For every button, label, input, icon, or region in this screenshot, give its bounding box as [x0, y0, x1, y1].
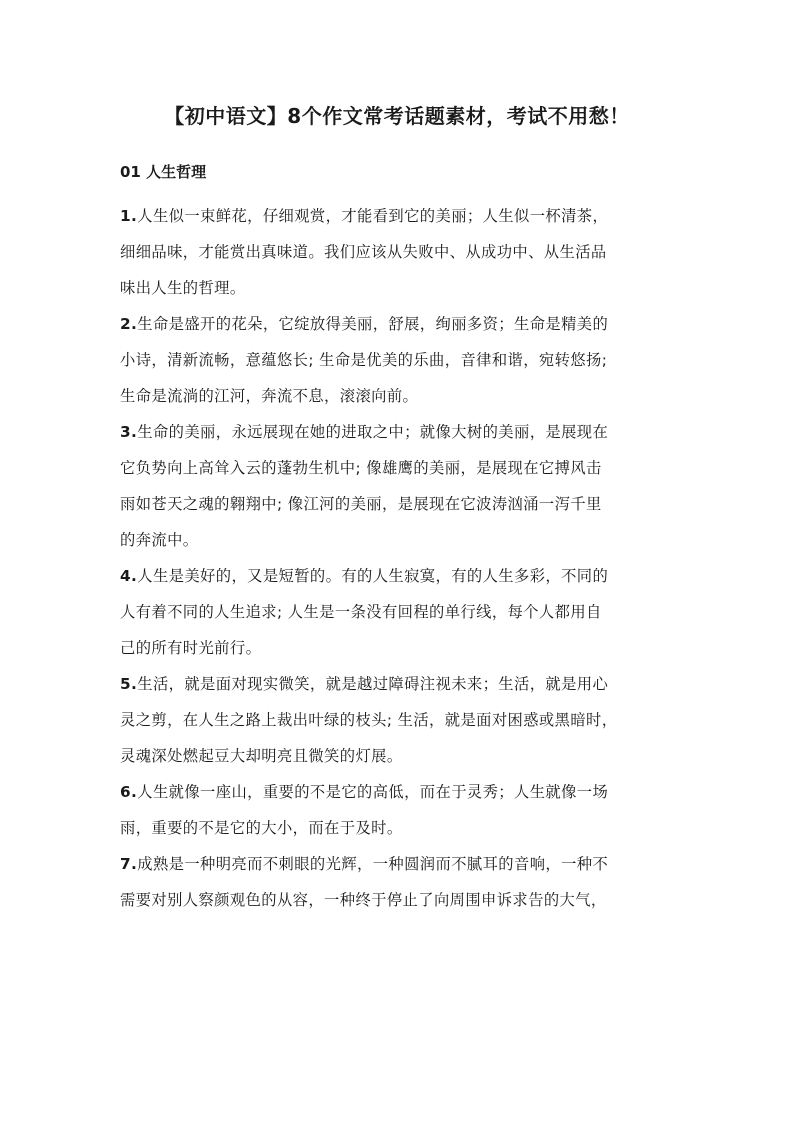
paragraph-text: 雨如苍天之魂的翱翔中; 像江河的美丽，是展现在它波涛汹涌一泻千里 — [120, 495, 602, 513]
paragraph — [120, 558, 680, 666]
document-body — [120, 198, 680, 918]
paragraph-line — [120, 846, 680, 882]
paragraph-text: 人生就像一座山，重要的不是它的高低，而在于灵秀；人生就像一场 — [137, 783, 609, 801]
paragraph-text: 己的所有时光前行。 — [120, 639, 262, 657]
paragraph-text: 小诗，清新流畅，意蕴悠长; 生命是优美的乐曲，音律和谐，宛转悠扬; — [120, 351, 608, 369]
paragraph — [120, 846, 680, 918]
paragraph-line — [120, 630, 680, 666]
paragraph-line — [120, 414, 680, 450]
paragraph-line — [120, 738, 680, 774]
paragraph-number: 5. — [120, 675, 138, 693]
paragraph — [120, 198, 680, 306]
paragraph-text: 细细品味，才能赏出真味道。我们应该从失败中、从成功中、从生活品 — [120, 243, 607, 261]
paragraph-line — [120, 594, 680, 630]
paragraph-number: 2. — [120, 315, 138, 333]
paragraph-text: 人生是美好的，又是短暂的。有的人生寂寞，有的人生多彩，不同的 — [137, 567, 609, 585]
paragraph-number: 1. — [120, 207, 138, 225]
paragraph-number: 6. — [120, 783, 138, 801]
paragraph-text: 人有着不同的人生追求; 人生是一条没有回程的单行线，每个人都用自 — [120, 603, 602, 621]
paragraph-line — [120, 198, 680, 234]
paragraph-text: 需要对别人察颜观色的从容，一种终于停止了向周围申诉求告的大气， — [120, 891, 607, 909]
paragraph-line — [120, 774, 680, 810]
paragraph-text: 成熟是一种明亮而不刺眼的光辉，一种圆润而不腻耳的音响，一种不 — [137, 855, 609, 873]
paragraph-line — [120, 666, 680, 702]
paragraph-line — [120, 882, 680, 918]
paragraph-line — [120, 270, 680, 306]
paragraph — [120, 774, 680, 846]
paragraph-text: 雨，重要的不是它的大小，而在于及时。 — [120, 819, 403, 837]
paragraph-text: 人生似一束鲜花，仔细观赏，才能看到它的美丽；人生似一杯清茶， — [137, 207, 609, 225]
section-heading: 01 人生哲理 — [120, 163, 207, 181]
paragraph-line — [120, 522, 680, 558]
paragraph-text: 生命是流淌的江河，奔流不息，滚滚向前。 — [120, 387, 419, 405]
paragraph-text: 它负势向上高耸入云的蓬勃生机中; 像雄鹰的美丽，是展现在它搏风击 — [120, 459, 602, 477]
paragraph-line — [120, 234, 680, 270]
paragraph-line — [120, 558, 680, 594]
paragraph — [120, 414, 680, 558]
paragraph-text: 生命是盛开的花朵，它绽放得美丽，舒展，绚丽多资；生命是精美的 — [137, 315, 609, 333]
document-title: 【初中语文】8个作文常考话题素材，考试不用愁！ — [164, 104, 630, 128]
paragraph-line — [120, 702, 680, 738]
paragraph-text: 灵之剪，在人生之路上裁出叶绿的枝头; 生活，就是面对困惑或黑暗时， — [120, 711, 618, 729]
paragraph — [120, 306, 680, 414]
paragraph-line — [120, 810, 680, 846]
paragraph-number: 7. — [120, 855, 138, 873]
paragraph-number: 3. — [120, 423, 138, 441]
paragraph-text: 灵魂深处燃起豆大却明亮且微笑的灯展。 — [120, 747, 403, 765]
paragraph-text: 生命的美丽，永远展现在她的进取之中；就像大树的美丽，是展现在 — [137, 423, 609, 441]
paragraph-text: 的奔流中。 — [120, 531, 199, 549]
paragraph-text: 味出人生的哲理。 — [120, 279, 246, 297]
paragraph — [120, 666, 680, 774]
paragraph-line — [120, 378, 680, 414]
paragraph-line — [120, 306, 680, 342]
paragraph-number: 4. — [120, 567, 138, 585]
paragraph-text: 生活，就是面对现实微笑，就是越过障碍注视未来；生活，就是用心 — [137, 675, 609, 693]
paragraph-line — [120, 342, 680, 378]
paragraph-line — [120, 450, 680, 486]
paragraph-line — [120, 486, 680, 522]
